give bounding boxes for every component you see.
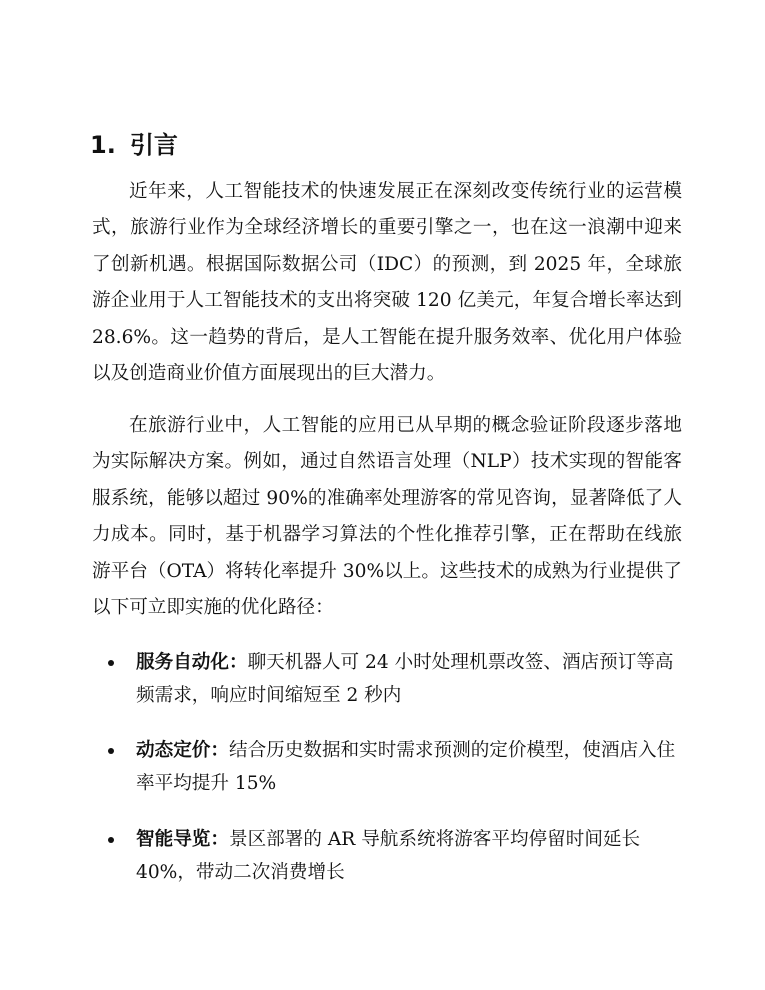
bullet-dot-icon	[108, 748, 114, 754]
list-item-content	[136, 646, 678, 712]
list-item-text: 景区部署的 AR 导航系统将游客平均停留时间延长 40%，带动二次消费增长	[136, 829, 641, 883]
intro-paragraph: 近年来，人工智能技术的快速发展正在深刻改变传统行业的运营模式，旅游行业作为全球经济增长的重要引擎之一，也在这一浪潮中迎来了创新机遇。根据国际数据公司（IDC）的预测，到 2025 年，全球旅游企业用于人工智能技术的支出将突破 120 亿美元，年复合增长率达到 28.6%。这一趋势的背后，是人工智能在提升服务效率、优化用户体验以及创造商业价值方面展现出的巨大潜力。	[92, 181, 682, 385]
list-item-text: 结合历史数据和实时需求预测的定价模型，使酒店入住率平均提升 15%	[136, 740, 676, 794]
list-item-term: 动态定价：	[136, 740, 229, 761]
bullet-dot-icon	[108, 837, 114, 843]
list-item-text: 聊天机器人可 24 小时处理机票改签、酒店预订等高频需求，响应时间缩短至 2 秒内	[136, 652, 674, 706]
list-item-term: 智能导览：	[136, 829, 229, 850]
section-number: 1.	[90, 131, 116, 160]
list-item-content	[136, 823, 678, 889]
list-item-smart-guide	[108, 823, 678, 889]
list-item-service-automation	[108, 646, 678, 712]
bullet-dot-icon	[108, 660, 114, 666]
list-item-dynamic-pricing	[108, 734, 678, 800]
applications-paragraph: 在旅游行业中，人工智能的应用已从早期的概念验证阶段逐步落地为实际解决方案。例如，通过自然语言处理（NLP）技术实现的智能客服系统，能够以超过 90%的准确率处理游客的常见咨询，显著降低了人力成本。同时，基于机器学习算法的个性化推荐引擎，正在帮助在线旅游平台（OTA）将转化率提升 30%以上。这些技术的成熟为行业提供了以下可立即实施的优化路径：	[92, 415, 682, 619]
list-item-content	[136, 734, 678, 800]
list-item-term: 服务自动化：	[136, 652, 248, 673]
section-title: 引言	[129, 131, 178, 160]
section-heading	[90, 128, 178, 162]
